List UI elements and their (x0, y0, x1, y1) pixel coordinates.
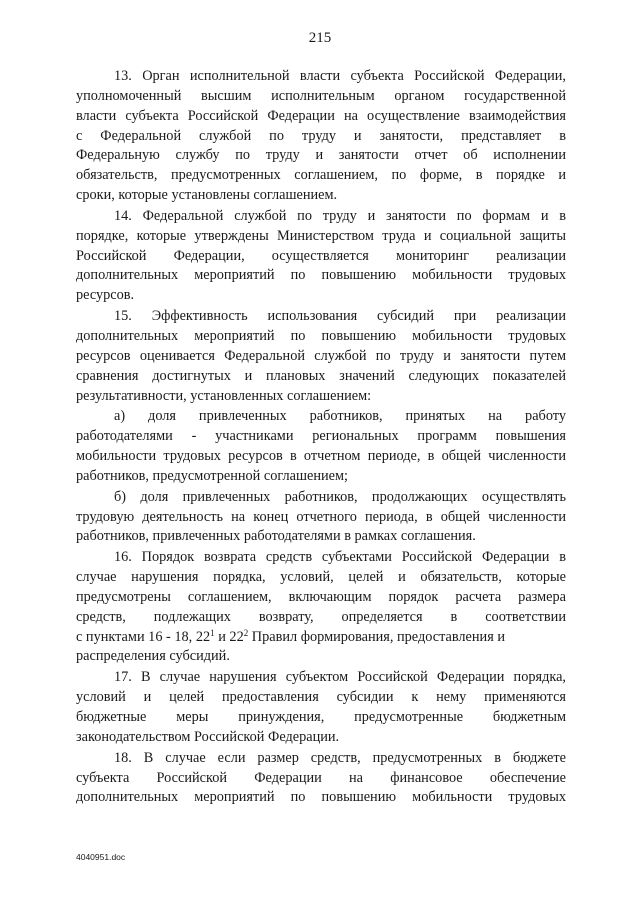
text-line: 16. Порядок возврата средств субъектами Российской Федерации в (114, 549, 566, 566)
text-line: условий и целей предоставления субсидии к нему применяются (76, 689, 566, 706)
text-line: средств, подлежащих возврату, определяется в соответствии (76, 608, 566, 625)
text-line: 15. Эффективность использования субсидий при реализации (114, 308, 566, 325)
text-line: результативности, установленных соглашением: (76, 387, 372, 404)
text-line-with-superscripts (76, 628, 566, 648)
paragraph-16 (76, 548, 566, 667)
superscript: 2 (243, 627, 249, 638)
document-footer-filename: 4040951.doc (76, 852, 126, 862)
text-line: дополнительных мероприятий по повышению мобильности трудовых (76, 789, 566, 806)
text-line: а) доля привлеченных работников, принятых на работу (114, 408, 566, 425)
paragraph-15 (76, 307, 566, 406)
text-line: субъекта Российской Федерации на финансовое обеспечение (76, 769, 566, 786)
text-segment: с пунктами 16 - 18, 22 (76, 628, 211, 645)
paragraph-18 (76, 749, 566, 809)
text-line: ресурсов. (76, 287, 135, 304)
paragraph-15-a (76, 407, 566, 486)
text-line: законодательством Российской Федерации. (76, 728, 340, 745)
text-line: сроки, которые установлены соглашением. (76, 187, 338, 204)
text-line: ресурсов оценивается Федеральной службой по труду и занятости путем (76, 347, 566, 364)
text-line: уполномоченный высшим исполнительным органом государственной (76, 87, 566, 104)
text-line: работодателями - участниками региональных программ повышения (76, 428, 566, 445)
text-line: порядке, которые утверждены Министерством труда и социальной защиты (76, 227, 566, 244)
text-line: обязательств, предусмотренных соглашением, по форме, в порядке и (76, 167, 566, 184)
page-number: 215 (308, 30, 332, 46)
paragraph-17 (76, 668, 566, 747)
text-line: распределения субсидий. (76, 648, 230, 665)
paragraph-13 (76, 67, 566, 206)
text-line: работников, предусмотренной соглашением; (76, 467, 349, 484)
text-line: Федеральную службу по труду и занятости отчет об исполнении (76, 147, 566, 164)
superscript: 1 (210, 627, 215, 638)
text-line: 13. Орган исполнительной власти субъекта Российской Федерации, (114, 68, 566, 84)
text-line: случае нарушения порядка, условий, целей и обязательств, которые (76, 569, 566, 586)
text-line: власти субъекта Российской Федерации на осуществление взаимодействия (76, 107, 566, 124)
text-segment: и 22 (214, 628, 244, 645)
paragraph-14 (76, 207, 566, 306)
text-line: трудовую деятельность на конец отчетного периода, в общей численности (76, 508, 566, 525)
text-line: предусмотрены соглашением, включающим порядок расчета размера (76, 588, 566, 605)
text-line: дополнительных мероприятий по повышению мобильности трудовых (76, 267, 566, 284)
text-line: б) доля привлеченных работников, продолжающих осуществлять (114, 488, 566, 505)
text-line: мобильности трудовых ресурсов в отчетном периоде, в общей численности (76, 448, 566, 465)
text-line: 17. В случае нарушения субъектом Российской Федерации порядка, (114, 669, 566, 686)
text-segment: Правил формирования, предоставления и (248, 628, 506, 645)
text-line: работников, привлеченных работодателями в рамках соглашения. (76, 528, 476, 545)
text-line: Российской Федерации, осуществляется мониторинг реализации (76, 247, 566, 264)
text-line: 18. В случае если размер средств, предусмотренных в бюджете (114, 749, 566, 766)
text-line: с Федеральной службой по труду и занятости, представляет в (76, 127, 566, 144)
text-line: дополнительных мероприятий по повышению мобильности трудовых (76, 327, 566, 344)
paragraph-15-b (76, 488, 566, 548)
text-line: 14. Федеральной службой по труду и занятости по формам и в (114, 207, 566, 224)
text-line: бюджетные меры принуждения, предусмотренные бюджетным (76, 709, 566, 725)
document-body (76, 67, 566, 809)
text-line: сравнения достигнутых и плановых значений следующих показателей (76, 367, 566, 384)
